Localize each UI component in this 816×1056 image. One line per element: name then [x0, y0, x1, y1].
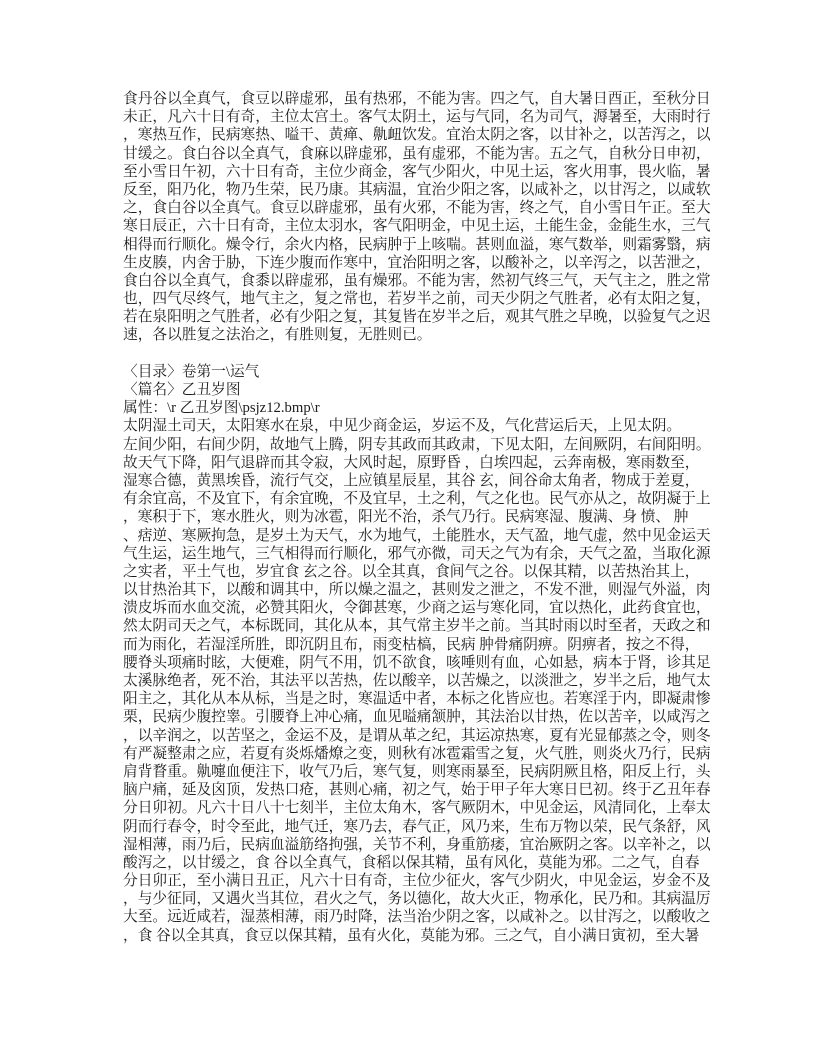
text-line: 生皮腠，内舍于胁，下连少腹而作寒中，宜治阳明之客，以酸补之，以辛泻之，以苦泄之， [123, 254, 711, 271]
text-line: 也，四气尽终气，地气主之，复之常也，若岁半之前，司天少阴之气胜者，必有太阳之复， [123, 291, 711, 308]
text-line: 之，食白谷以全真气。食豆以辟虚邪，虽有火邪，不能为害，终之气，自小雪日午正。至大 [123, 200, 711, 217]
text-line: 有余宜高，不及宜下，有余宜晚，不及宜早，土之利，气之化也。民气亦从之，故阴凝于上 [123, 491, 711, 508]
paragraph-2 [123, 417, 711, 944]
text-line: 寒日辰正，六十日有奇，主位太羽水，客气阳明金，中见土运，土能生金，金能生水，三气 [123, 218, 711, 235]
attribute-line: 属性：\r 乙丑岁图\psjz12.bmp\r [123, 400, 320, 417]
text-line: 未正，凡六十日有奇，主位太宫土。客气太阴土，运与气同，名为司气，溽暑至，大雨时行 [123, 109, 711, 126]
text-line: 甘缓之。食白谷以全真气，食麻以辟虚邪，虽有虚邪，不能为害。五之气，自秋分日申初， [123, 145, 711, 162]
text-line: 太溪脉绝者，死不治，其法平以苦热，佐以酸辛，以苦燥之，以淡泄之，岁半之后，地气太 [123, 673, 711, 689]
text-line: ，寒积于下，寒水胜火，则为冰雹，阳光不治，杀气乃行。民病寒湿、腹满、身 愤、 肿 [123, 509, 689, 526]
toc-line: 〈目录〉卷第一\运气 [123, 363, 260, 380]
text-line: 阴而行春令，时令至此，地气迁，寒乃去，春气正，风乃来，生布万物以荣，民气条舒，风 [123, 818, 711, 835]
text-line: 以甘热治其下，以酸和调其中，所以燥之温之，甚则发之泄之，不发不泄，则湿气外溢，肉 [123, 582, 711, 599]
text-line: 、痞逆、寒厥拘急，是岁土为天气，水为地气，土能胜水，天气盈，地气虚，然中见金运天 [123, 527, 711, 544]
text-line: 湿相薄，雨乃后，民病血溢筋络拘强，关节不利，身重筋痿，宜治厥阴之客。以辛补之，以 [123, 836, 711, 853]
paragraph-1 [123, 90, 711, 345]
text-line: 有严凝整肃之应，若夏有炎烁燔燎之变，则秋有冰雹霜雪之复，火气胜，则炎火乃行，民病 [123, 745, 711, 762]
text-line: 栗，民病少腹控睾。引腰脊上冲心痛，血见嗌痛颔肿，其法治以甘热，佐以苦辛，以咸泻之 [123, 709, 711, 726]
body-text [123, 90, 711, 945]
text-line: 溃皮坼而水血交流，必赞其阳火，令御甚寒，少商之运与寒化同，宜以热化，此药食宜也， [123, 600, 711, 617]
text-line: 分日卯初。凡六十日八十七刻半，主位太角木，客气厥阴木，中见金运，风清同化，上奉太 [123, 800, 711, 817]
text-line: 故天气下降，阳气退辟而其令寂，大风时起，原野昏 ，白埃四起，云奔南极，寒雨数至， [123, 454, 700, 471]
text-line: 分日卯正，至小满日丑正，凡六十日有奇，主位少征火，客气少阴火，中见金运，岁金不及 [123, 873, 711, 890]
text-line: 之实者，平土气也，岁宜食 玄之谷。以全其真，食间气之谷。以保其精，以苦热治其上， [123, 563, 700, 580]
text-line: 左间少阳，右间少阴，故地气上腾，阴专其政而其政肃，下见太阳，左间厥阴，右间阳明。 [123, 436, 711, 453]
text-line: 食白谷以全真气，食黍以辟虚邪，虽有燥邪。不能为害，然初气终三气，天气主之，胜之常 [123, 272, 711, 289]
section-title-line: 〈篇名〉乙丑岁图 [123, 382, 241, 398]
text-line: ，寒热互作，民病寒热、嗌干、黄瘅、鼽衄饮发。宜治太阴之客，以甘补之，以苦泻之，以 [123, 127, 711, 144]
text-line: ，食 谷以全其真，食豆以保其精，虽有火化，莫能为邪。三之气，自小满日寅初，至大暑 [123, 927, 700, 944]
text-line: 若在泉阳明之气胜者，必有少阳之复，其复皆在岁半之后，观其气胜之早晚，以验复气之迟 [123, 309, 711, 326]
text-line: 湿寒合德，黄黑埃昏，流行气交，上应镇星辰星，其谷 玄，间谷命太角者，物成于差夏， [123, 472, 700, 489]
text-line: 气生运，运生地气，三气相得而行顺化，邪气亦微，司天之气为有余，天气之盈，当取化源 [123, 545, 711, 562]
text-line: 脑户痛，延及囟顶，发热口疮，甚则心痛，初之气，始于甲子年大寒日巳初。终于乙丑年春 [123, 782, 711, 799]
text-line: 大至。远近咸若，湿蒸相薄，雨乃时降，法当治少阴之客，以咸补之。以甘泻之，以酸收之 [123, 909, 711, 926]
text-line: ，以辛润之，以苦坚之，金运不及，是谓从革之纪，其运凉热寒，夏有光显郁蒸之令，则冬 [123, 727, 711, 744]
text-line: 太阴湿土司天，太阳寒水在泉，中见少商金运，岁运不及，气化营运后天，上见太阴。 [123, 418, 682, 435]
text-line: 至小雪日午初，六十日有奇，主位少商金，客气少阳火，中见土运，客火用事，畏火临，暑 [123, 163, 711, 180]
text-line: 食丹谷以全真气，食豆以辟虚邪，虽有热邪，不能为害。四之气，自大暑日酉正，至秋分日 [123, 91, 711, 107]
text-line: 然太阴司天之气，本标既同，其化从本，其气常主岁半之前。当其时雨以时至者，天政之和 [123, 618, 711, 635]
text-line: 反至，阳乃化，物乃生荣，民乃康。其病温，宜治少阳之客，以咸补之，以甘泻之，以咸软 [123, 181, 711, 198]
text-line: 相得而行顺化。燥令行，余火内格，民病肿于上咳喘。甚则血溢，寒气数举，则霜雾翳，病 [123, 236, 711, 253]
text-line: 腰脊头项痛时眩，大便难，阴气不用，饥不欲食，咳唾则有血，心如悬，病本于肾，诊其足 [123, 654, 711, 671]
text-line: 肩背瞀重。鼽嚏血便注下，收气乃后，寒气复，则寒雨暴至，民病阴厥且格，阳反上行，头 [123, 763, 711, 780]
text-line: 而为雨化，若湿淫所胜，即沉阴且布，雨变枯槁，民病 肿骨痛阴痹。阴痹者，按之不得， [123, 636, 700, 653]
text-line: ，与少征同，又遇火当其位，君火之气，务以德化，故大火正，物承化，民乃和。其病温厉 [123, 891, 711, 908]
text-line: 阳主之，其化从本从标，当是之时，寒温适中者，本标之化皆应也。若寒淫于内，即凝肃惨 [123, 691, 711, 708]
text-line: 酸泻之，以甘缓之，食 谷以全真气，食稻以保其精，虽有风化，莫能为邪。二之气，自春 [123, 854, 700, 871]
blank-line [123, 345, 705, 363]
text-line: 速，各以胜复之法治之，有胜则复，无胜则已。 [123, 327, 432, 344]
